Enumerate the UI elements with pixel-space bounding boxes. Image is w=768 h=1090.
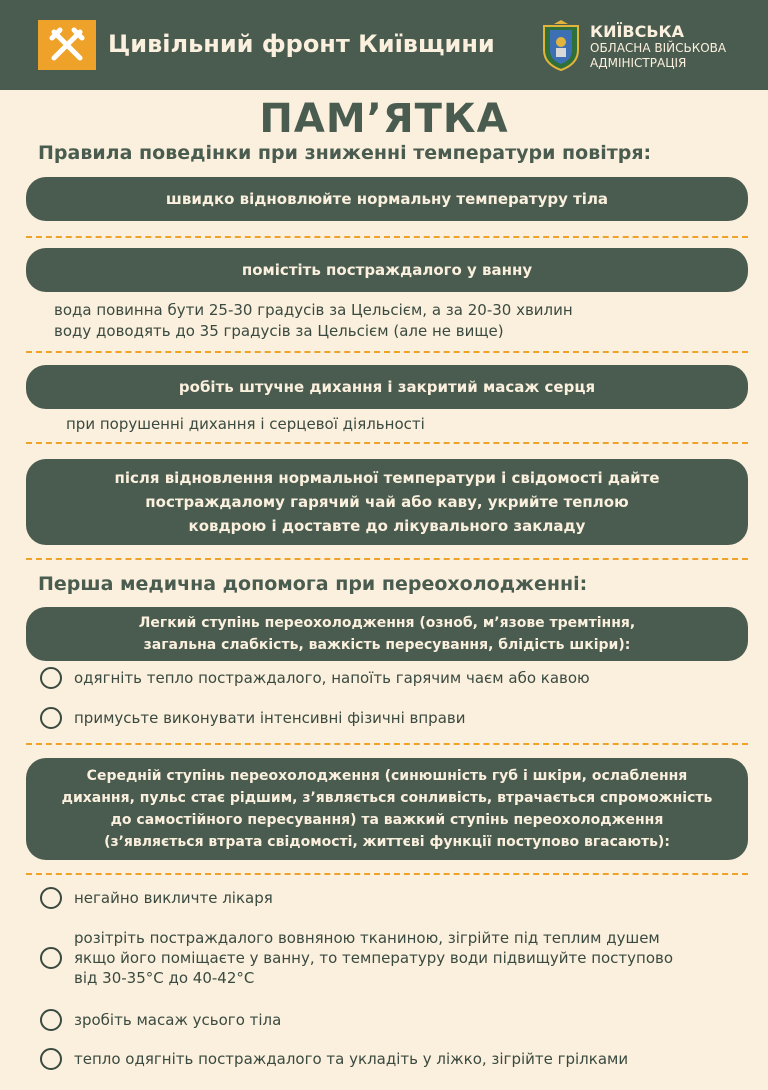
list-item: [40, 1009, 281, 1031]
list-item-text: негайно викличте лікаря: [74, 889, 273, 907]
divider: [26, 873, 748, 875]
section-heading-first-aid: Перша медична допомога при переохолодженні:: [38, 573, 588, 595]
list-item-text: одягніть тепло постраждалого, напоїть гарячим чаєм або кавою: [74, 669, 590, 687]
list-item-line: розітріть постраждалого вовняною тканиною, зігрійте під теплим душем: [74, 929, 660, 947]
region-subtitle-line: АДМІНІСТРАЦІЯ: [590, 56, 687, 70]
severe-hypothermia-line: Середній ступінь переохолодження (синюшність губ і шкіри, ослаблення: [86, 768, 688, 784]
rule-step-4-line: постраждалому гарячий чай або каву, укрийте теплою: [145, 493, 629, 511]
circle-bullet-icon: [40, 1009, 62, 1031]
divider: [26, 442, 748, 444]
region-subtitle: [590, 41, 726, 71]
divider: [26, 558, 748, 560]
civil-front-logo: [38, 20, 96, 70]
mild-hypothermia-box: [26, 607, 748, 661]
severe-hypothermia-line: дихання, пульс стає рідшим, з’являється сонливість, втрачається спроможність: [61, 790, 713, 806]
page-title: ПАМ’ЯТКА: [259, 96, 509, 142]
list-item: [40, 887, 273, 909]
severe-hypothermia-line: до самостійного пересування) та важкий ступінь переохолодження: [110, 812, 664, 828]
note-line: вода повинна бути 25-30 градусів за Цельсієм, а за 20-30 хвилин: [54, 301, 573, 319]
region-title: КИЇВСЬКА: [590, 22, 685, 41]
list-item-text: тепло одягніть постраждалого та укладіть у ліжко, зігрійте грілками: [74, 1050, 629, 1068]
divider: [26, 236, 748, 238]
circle-bullet-icon: [40, 947, 62, 969]
section-heading-rules: Правила поведінки при зниженні температури повітря:: [38, 142, 652, 164]
list-item-text: примусьте виконувати інтенсивні фізичні вправи: [74, 709, 466, 727]
list-item-line: від 30-35°С до 40-42°С: [74, 969, 255, 987]
severe-hypothermia-box: [26, 758, 748, 860]
list-item-text: зробіть масаж усього тіла: [74, 1011, 282, 1029]
mild-hypothermia-line: Легкий ступінь переохолодження (озноб, м’язове тремтіння,: [138, 615, 636, 631]
region-subtitle-line: ОБЛАСНА ВІЙСЬКОВА: [590, 41, 727, 55]
note-line: воду доводять до 35 градусів за Цельсієм (але не вище): [54, 322, 504, 340]
circle-bullet-icon: [40, 1048, 62, 1070]
rule-step-4: [26, 459, 748, 545]
divider: [26, 351, 748, 353]
rule-step-4-line: ковдрою і доставте до лікувального закладу: [188, 517, 586, 535]
list-item: [40, 928, 673, 988]
list-item-line: якщо його поміщаєте у ванну, то температуру води підвищуйте поступово: [74, 949, 674, 967]
rule-step-3: робіть штучне дихання і закритий масаж серця: [26, 365, 748, 409]
kyiv-region-coat-of-arms-icon: [540, 20, 582, 72]
rule-step-1: швидко відновлюйте нормальну температуру тіла: [26, 177, 748, 221]
list-item: [40, 1048, 628, 1070]
list-item: [40, 707, 466, 729]
severe-hypothermia-line: (з’являється втрата свідомості, життєві функції поступово вгасають):: [104, 834, 670, 850]
list-item-text: [74, 928, 673, 988]
rule-step-2-note: [54, 300, 573, 342]
divider: [26, 743, 748, 745]
list-item: [40, 667, 590, 689]
rule-step-4-line: після відновлення нормальної температури і свідомості дайте: [114, 469, 660, 487]
circle-bullet-icon: [40, 887, 62, 909]
rule-step-2: помістіть постраждалого у ванну: [26, 248, 748, 292]
header-bar: [0, 0, 768, 90]
mild-hypothermia-line: загальна слабкість, важкість пересування, блідість шкіри):: [143, 637, 631, 653]
rule-step-3-note: при порушенні дихання і серцевої діяльності: [66, 415, 425, 433]
circle-bullet-icon: [40, 707, 62, 729]
circle-bullet-icon: [40, 667, 62, 689]
brand-name: Цивільний фронт Київщини: [108, 30, 495, 58]
